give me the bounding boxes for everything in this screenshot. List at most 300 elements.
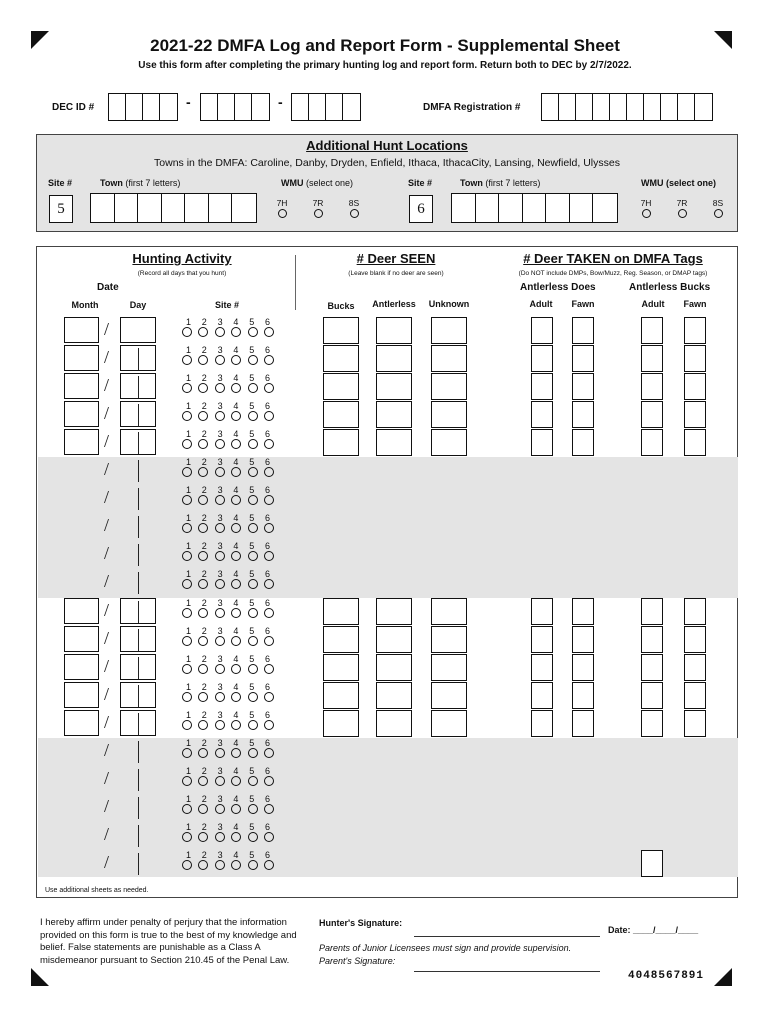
does-adult-field[interactable]	[531, 710, 553, 737]
site-number-label: 5	[249, 766, 255, 776]
date-separator: /	[104, 656, 110, 676]
site-radio[interactable]	[198, 579, 208, 589]
site-radio[interactable]	[198, 327, 208, 337]
site-number-label: 5	[249, 738, 255, 748]
day-divider	[138, 376, 139, 398]
site-radio[interactable]	[264, 636, 274, 646]
unknown-seen-field[interactable]	[431, 345, 467, 372]
site-radio[interactable]	[182, 355, 192, 365]
site-radio[interactable]	[248, 383, 258, 393]
site-radio[interactable]	[215, 495, 225, 505]
site-5-number: 5	[49, 195, 73, 223]
site-radio[interactable]	[231, 355, 241, 365]
site-radio[interactable]	[215, 439, 225, 449]
site-radio[interactable]	[198, 467, 208, 477]
does-fawn-field[interactable]	[572, 317, 594, 344]
does-fawn-field[interactable]	[572, 345, 594, 372]
site-radio[interactable]	[264, 355, 274, 365]
day-divider	[138, 797, 139, 819]
does-adult-field[interactable]	[531, 401, 553, 428]
bucks-fawn-field[interactable]	[684, 429, 706, 456]
site-radio[interactable]	[198, 551, 208, 561]
does-fawn-field[interactable]	[572, 373, 594, 400]
site-radio[interactable]	[215, 551, 225, 561]
bucks-adult-field[interactable]	[641, 345, 663, 372]
wmu-7r-radio[interactable]	[314, 209, 323, 218]
bucks-adult-label: Adult	[641, 299, 665, 309]
town-column-label: Town (first 7 letters)	[460, 178, 541, 188]
site-number-label: 3	[217, 429, 223, 439]
does-adult-field[interactable]	[531, 345, 553, 372]
site-radio[interactable]	[215, 579, 225, 589]
site-radio[interactable]	[248, 748, 258, 758]
site-radio[interactable]	[215, 636, 225, 646]
site-radio[interactable]	[198, 720, 208, 730]
unknown-seen-field[interactable]	[431, 317, 467, 344]
unknown-seen-field[interactable]	[431, 373, 467, 400]
site-number-label: 5	[249, 822, 255, 832]
bucks-adult-field[interactable]	[641, 429, 663, 456]
month-field[interactable]	[64, 429, 99, 455]
unknown-seen-field[interactable]	[431, 710, 467, 737]
site-radio[interactable]	[231, 832, 241, 842]
bucks-fawn-field[interactable]	[684, 598, 706, 625]
does-fawn-field[interactable]	[572, 401, 594, 428]
site-radio[interactable]	[215, 720, 225, 730]
site-number-label: 5	[249, 317, 255, 327]
bucks-adult-field[interactable]	[641, 710, 663, 737]
bucks-seen-field[interactable]	[323, 373, 359, 400]
site-number-label: 5	[249, 513, 255, 523]
site-radio[interactable]	[215, 355, 225, 365]
site-number-label: 5	[249, 598, 255, 608]
date-separator: /	[104, 431, 110, 451]
bucks-fawn-field[interactable]	[684, 710, 706, 737]
site-number-label: 2	[201, 401, 207, 411]
month-field[interactable]	[64, 345, 99, 371]
bucks-seen-field[interactable]	[323, 317, 359, 344]
unknown-column-label: Unknown	[428, 299, 470, 309]
site-radio[interactable]	[264, 551, 274, 561]
site-radio[interactable]	[198, 636, 208, 646]
date-separator: /	[104, 684, 110, 704]
site-radio[interactable]	[182, 608, 192, 618]
site-number-label: 2	[201, 738, 207, 748]
site-number-label: 6	[264, 401, 270, 411]
site-radio[interactable]	[231, 467, 241, 477]
site-radio-group	[182, 429, 274, 449]
bucks-seen-field[interactable]	[323, 598, 359, 625]
date-separator: /	[104, 487, 110, 507]
site-radio[interactable]	[264, 804, 274, 814]
site-radio[interactable]	[264, 692, 274, 702]
bucks-seen-field[interactable]	[323, 401, 359, 428]
bucks-seen-field[interactable]	[323, 626, 359, 653]
site-radio[interactable]	[264, 664, 274, 674]
site-number-label: 2	[201, 569, 207, 579]
site-radio[interactable]	[248, 439, 258, 449]
site-radio[interactable]	[198, 495, 208, 505]
bucks-fawn-field[interactable]	[684, 682, 706, 709]
dec-id-part1-field[interactable]	[108, 93, 178, 121]
site-number-label: 4	[233, 429, 239, 439]
site-radio[interactable]	[264, 748, 274, 758]
site-radio[interactable]	[248, 355, 258, 365]
site-radio[interactable]	[182, 636, 192, 646]
site-radio[interactable]	[248, 467, 258, 477]
site-radio[interactable]	[231, 860, 241, 870]
unknown-seen-field[interactable]	[431, 626, 467, 653]
site-radio[interactable]	[231, 776, 241, 786]
site-radio[interactable]	[182, 664, 192, 674]
site-radio[interactable]	[215, 692, 225, 702]
site-number-label: 3	[217, 541, 223, 551]
site-radio[interactable]	[182, 804, 192, 814]
day-divider	[138, 601, 139, 623]
site-radio[interactable]	[182, 327, 192, 337]
site-radio[interactable]	[264, 832, 274, 842]
site-number-label: 3	[217, 626, 223, 636]
site-radio[interactable]	[231, 636, 241, 646]
day-divider	[138, 432, 139, 454]
form-subtitle: Use this form after completing the primary hunting log and report form. Return both to DEC by 2/7/2022.	[138, 60, 632, 71]
site-number-label: 5	[249, 654, 255, 664]
site-radio[interactable]	[198, 776, 208, 786]
site-radio[interactable]	[264, 720, 274, 730]
site-radio[interactable]	[231, 579, 241, 589]
bucks-adult-field[interactable]	[641, 654, 663, 681]
antlerless-seen-field[interactable]	[376, 598, 412, 625]
unknown-seen-field[interactable]	[431, 401, 467, 428]
site-radio-group	[182, 654, 274, 674]
parent-signature-line[interactable]	[414, 971, 600, 972]
month-field[interactable]	[64, 598, 99, 624]
site-6-town-field[interactable]	[451, 193, 618, 223]
bucks-seen-field[interactable]	[323, 710, 359, 737]
site-number-label: 1	[186, 513, 192, 523]
hunter-signature-label: Hunter's Signature:	[319, 918, 403, 928]
site-radio[interactable]	[198, 804, 208, 814]
month-field[interactable]	[64, 373, 99, 399]
unknown-seen-field[interactable]	[431, 682, 467, 709]
bucks-seen-field[interactable]	[323, 345, 359, 372]
site-radio[interactable]	[248, 551, 258, 561]
site-radio[interactable]	[215, 327, 225, 337]
site-radio[interactable]	[248, 523, 258, 533]
site-radio[interactable]	[248, 664, 258, 674]
site-radio[interactable]	[231, 411, 241, 421]
site-radio[interactable]	[182, 579, 192, 589]
site-5-town-field[interactable]	[90, 193, 257, 223]
site-radio[interactable]	[248, 776, 258, 786]
deer-seen-title: # Deer SEEN	[356, 251, 436, 266]
site-radio[interactable]	[264, 776, 274, 786]
antlerless-seen-field[interactable]	[376, 626, 412, 653]
month-field[interactable]	[64, 654, 99, 680]
site-radio[interactable]	[215, 383, 225, 393]
dec-id-dash: -	[278, 94, 283, 110]
bucks-adult-field[interactable]	[641, 373, 663, 400]
site-radio[interactable]	[231, 439, 241, 449]
does-fawn-field[interactable]	[572, 654, 594, 681]
site-radio[interactable]	[248, 832, 258, 842]
site-number-label: 4	[233, 654, 239, 664]
hunting-activity-title: Hunting Activity	[132, 251, 232, 266]
wmu-7r-radio[interactable]	[678, 209, 687, 218]
site-radio[interactable]	[182, 383, 192, 393]
locations-title: Additional Hunt Locations	[306, 138, 468, 153]
site-number-label: 6	[264, 682, 270, 692]
bucks-adult-field[interactable]	[641, 317, 663, 344]
shaded-row-band	[38, 457, 738, 598]
site-number-label: 2	[201, 317, 207, 327]
site-radio[interactable]	[231, 383, 241, 393]
dmfa-towns-list: Towns in the DMFA: Caroline, Danby, Dryden, Enfield, Ithaca, IthacaCity, Lansing, Newfield, Ulysses	[154, 157, 620, 169]
site-number-label: 2	[201, 822, 207, 832]
site-radio[interactable]	[248, 411, 258, 421]
dec-id-part3-field[interactable]	[291, 93, 361, 121]
bucks-fawn-field[interactable]	[684, 373, 706, 400]
site-number-label: 4	[233, 541, 239, 551]
site-radio-group	[182, 598, 274, 618]
site-number-label: 6	[264, 541, 270, 551]
bucks-adult-field[interactable]	[641, 682, 663, 709]
does-adult-field[interactable]	[531, 598, 553, 625]
does-fawn-field[interactable]	[572, 710, 594, 737]
unknown-seen-field[interactable]	[431, 654, 467, 681]
site-radio[interactable]	[215, 608, 225, 618]
parent-signature-label: Parent's Signature:	[319, 956, 396, 966]
does-fawn-field[interactable]	[572, 682, 594, 709]
site-radio[interactable]	[215, 748, 225, 758]
site-number-label: 1	[186, 626, 192, 636]
site-radio[interactable]	[198, 860, 208, 870]
bucks-adult-field[interactable]	[641, 598, 663, 625]
bucks-seen-field[interactable]	[323, 429, 359, 456]
bucks-fawn-field[interactable]	[684, 401, 706, 428]
site-radio-group	[182, 850, 274, 870]
bucks-adult-field[interactable]	[641, 626, 663, 653]
site-radio[interactable]	[248, 495, 258, 505]
wmu-8s-radio[interactable]	[714, 209, 723, 218]
does-adult-field[interactable]	[531, 682, 553, 709]
site-radio[interactable]	[182, 411, 192, 421]
site-number-label: 1	[186, 682, 192, 692]
site-radio[interactable]	[198, 383, 208, 393]
site-radio[interactable]	[231, 804, 241, 814]
site-number-label: 2	[201, 682, 207, 692]
site-radio[interactable]	[215, 832, 225, 842]
site-radio[interactable]	[264, 579, 274, 589]
does-fawn-label: Fawn	[571, 299, 595, 309]
site-number-label: 6	[264, 822, 270, 832]
bucks-fawn-field[interactable]	[684, 626, 706, 653]
wmu-8s-radio[interactable]	[350, 209, 359, 218]
site-number-label: 6	[264, 766, 270, 776]
site-radio[interactable]	[182, 748, 192, 758]
site-radio[interactable]	[182, 720, 192, 730]
site-radio[interactable]	[182, 523, 192, 533]
site-number-label: 6	[264, 598, 270, 608]
site-radio[interactable]	[231, 748, 241, 758]
site-radio[interactable]	[198, 692, 208, 702]
site-number-label: 4	[233, 766, 239, 776]
does-adult-field[interactable]	[531, 626, 553, 653]
site-radio[interactable]	[264, 383, 274, 393]
site-radio[interactable]	[215, 776, 225, 786]
day-divider	[138, 685, 139, 707]
site-number-label: 6	[264, 457, 270, 467]
site-number-label: 2	[201, 654, 207, 664]
site-radio[interactable]	[248, 692, 258, 702]
site-radio[interactable]	[231, 720, 241, 730]
does-fawn-field[interactable]	[572, 626, 594, 653]
bucks-adult-field[interactable]	[641, 401, 663, 428]
antlerless-does-label: Antlerless Does	[520, 282, 596, 293]
dmfa-registration-field[interactable]	[541, 93, 713, 121]
site-radio[interactable]	[198, 664, 208, 674]
site-radio[interactable]	[248, 327, 258, 337]
antlerless-seen-field[interactable]	[376, 345, 412, 372]
date-field[interactable]: Date: ____/____/____	[608, 925, 699, 935]
site-radio[interactable]	[264, 467, 274, 477]
antlerless-seen-field[interactable]	[376, 401, 412, 428]
site-radio[interactable]	[248, 579, 258, 589]
site-radio-group	[182, 345, 274, 365]
site-number-label: 4	[233, 738, 239, 748]
month-field[interactable]	[64, 682, 99, 708]
site-radio[interactable]	[264, 608, 274, 618]
month-field[interactable]	[64, 317, 99, 343]
bucks-fawn-field[interactable]	[684, 345, 706, 372]
site-number-label: 2	[201, 766, 207, 776]
bucks-adult-field[interactable]	[641, 850, 663, 877]
site-radio[interactable]	[264, 523, 274, 533]
site-number-label: 3	[217, 569, 223, 579]
deer-seen-note: (Leave blank if no deer are seen)	[348, 270, 444, 277]
site-radio[interactable]	[264, 439, 274, 449]
site-radio[interactable]	[182, 467, 192, 477]
does-adult-field[interactable]	[531, 429, 553, 456]
site-radio[interactable]	[231, 495, 241, 505]
site-radio[interactable]	[231, 327, 241, 337]
site-radio[interactable]	[248, 636, 258, 646]
wmu-7h-radio[interactable]	[642, 209, 651, 218]
month-field[interactable]	[64, 626, 99, 652]
bucks-fawn-field[interactable]	[684, 654, 706, 681]
deer-taken-note: (Do NOT include DMPs, Bow/Muzz, Reg. Season, or DMAP tags)	[518, 270, 708, 277]
day-field[interactable]	[120, 317, 156, 343]
day-divider	[138, 460, 139, 482]
unknown-seen-field[interactable]	[431, 429, 467, 456]
site-number-label: 5	[249, 682, 255, 692]
day-divider	[138, 348, 139, 370]
antlerless-seen-field[interactable]	[376, 710, 412, 737]
site-radio[interactable]	[198, 523, 208, 533]
site-radio[interactable]	[182, 439, 192, 449]
site-radio[interactable]	[215, 804, 225, 814]
site-number-label: 6	[264, 654, 270, 664]
site-radio[interactable]	[248, 720, 258, 730]
bucks-column-label: Bucks	[327, 301, 355, 311]
site-radio[interactable]	[215, 523, 225, 533]
dec-id-part2-field[interactable]	[200, 93, 270, 121]
site-radio[interactable]	[198, 608, 208, 618]
site-radio[interactable]	[182, 551, 192, 561]
site-number-label: 2	[201, 485, 207, 495]
site-number-label: 1	[186, 822, 192, 832]
site-radio[interactable]	[231, 608, 241, 618]
date-separator: /	[104, 459, 110, 479]
site-number-label: 5	[249, 373, 255, 383]
site-radio[interactable]	[198, 439, 208, 449]
does-adult-field[interactable]	[531, 317, 553, 344]
antlerless-seen-field[interactable]	[376, 654, 412, 681]
site-radio[interactable]	[182, 860, 192, 870]
site-radio[interactable]	[264, 495, 274, 505]
site-radio[interactable]	[182, 495, 192, 505]
site-radio[interactable]	[231, 551, 241, 561]
site-radio[interactable]	[215, 664, 225, 674]
site-number-label: 6	[264, 850, 270, 860]
site-radio[interactable]	[215, 411, 225, 421]
site-radio[interactable]	[264, 411, 274, 421]
day-divider	[138, 853, 139, 875]
site-radio[interactable]	[264, 327, 274, 337]
site-number-label: 3	[217, 822, 223, 832]
site-radio[interactable]	[182, 832, 192, 842]
month-field[interactable]	[64, 401, 99, 427]
site-radio[interactable]	[264, 860, 274, 870]
site-radio[interactable]	[231, 664, 241, 674]
date-separator: /	[104, 543, 110, 563]
antlerless-seen-field[interactable]	[376, 429, 412, 456]
date-separator: /	[104, 600, 110, 620]
does-fawn-field[interactable]	[572, 429, 594, 456]
antlerless-seen-field[interactable]	[376, 682, 412, 709]
antlerless-seen-field[interactable]	[376, 373, 412, 400]
site-radio[interactable]	[231, 692, 241, 702]
site-radio[interactable]	[248, 608, 258, 618]
site-radio[interactable]	[198, 748, 208, 758]
bucks-seen-field[interactable]	[323, 654, 359, 681]
bucks-fawn-field[interactable]	[684, 317, 706, 344]
unknown-seen-field[interactable]	[431, 598, 467, 625]
site-radio[interactable]	[198, 355, 208, 365]
wmu-7h-radio[interactable]	[278, 209, 287, 218]
site-radio[interactable]	[198, 411, 208, 421]
site-radio[interactable]	[231, 523, 241, 533]
date-separator: /	[104, 375, 110, 395]
month-field[interactable]	[64, 710, 99, 736]
does-adult-field[interactable]	[531, 654, 553, 681]
does-adult-field[interactable]	[531, 373, 553, 400]
deer-taken-title: # Deer TAKEN on DMFA Tags	[523, 251, 703, 266]
site-radio[interactable]	[215, 467, 225, 477]
site-radio[interactable]	[248, 860, 258, 870]
site-number-label: 3	[217, 654, 223, 664]
site-radio[interactable]	[248, 804, 258, 814]
antlerless-seen-field[interactable]	[376, 317, 412, 344]
site-radio[interactable]	[215, 860, 225, 870]
does-fawn-field[interactable]	[572, 598, 594, 625]
site-radio[interactable]	[182, 692, 192, 702]
hunter-signature-line[interactable]	[414, 936, 600, 937]
site-radio-group	[182, 401, 274, 421]
site-radio[interactable]	[182, 776, 192, 786]
bucks-seen-field[interactable]	[323, 682, 359, 709]
site-radio[interactable]	[198, 832, 208, 842]
